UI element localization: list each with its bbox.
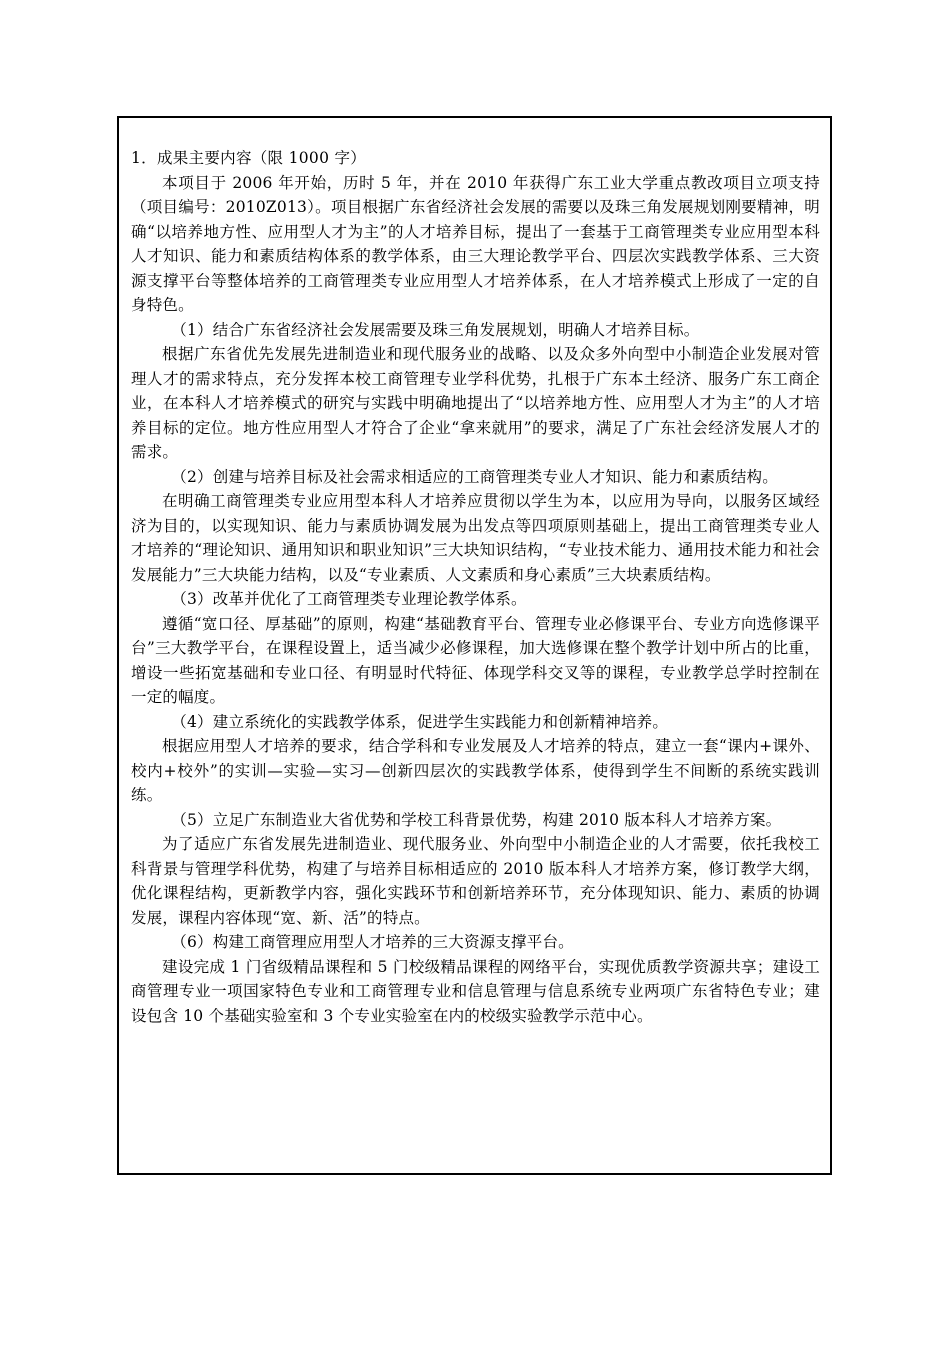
- section-heading: 1．成果主要内容（限 1000 字）: [131, 149, 367, 167]
- point-3-heading: （3）改革并优化了工商管理类专业理论教学体系。: [171, 590, 527, 608]
- point-1-heading: （1）结合广东省经济社会发展需要及珠三角发展规划，明确人才培养目标。: [171, 320, 700, 339]
- point-2-heading: （2）创建与培养目标及社会需求相适应的工商管理类专业人才知识、能力和素质结构。: [171, 467, 778, 486]
- point-5-body: 为了适应广东省发展先进制造业、现代服务业、外向型中小制造企业的人才需要，依托我校工科背景与管理学科优势，构建了与培养目标相适应的 2010 版本科人才培养方案，修订教学大纲，优化课程结构，更新教学内容，强化实践环节和创新培养环节，充分体现知识、能力、素质的协调发展，课程内容体现“宽、新、活”的特点。: [131, 835, 820, 927]
- content-table-cell: [117, 116, 832, 1175]
- overview-paragraph: 本项目于 2006 年开始，历时 5 年，并在 2010 年获得广东工业大学重点教改项目立项支持（项目编号：2010Z013）。项目根据广东省经济社会发展的需要以及珠三角发展规划刚要精神，明确“以培养地方性、应用型人才为主”的人才培养目标，提出了一套基于工商管理类专业应用型本科人才知识、能力和素质结构体系的教学体系，由三大理论教学平台、四层次实践教学体系、三大资源支撑平台等整体培养的工商管理类专业应用型人才培养体系，在人才培养模式上形成了一定的自身特色。: [131, 173, 820, 314]
- point-5-heading: （5）立足广东制造业大省优势和学校工科背景优势，构建 2010 版本科人才培养方案。: [171, 810, 782, 829]
- point-4-heading: （4）建立系统化的实践教学体系，促进学生实践能力和创新精神培养。: [171, 712, 669, 731]
- point-6-body: 建设完成 1 门省级精品课程和 5 门校级精品课程的网络平台，实现优质教学资源共享；建设工商管理专业一项国家特色专业和工商管理专业和信息管理与信息系统专业两项广东省特色专业；建设包含 10 个基础实验室和 3 个专业实验室在内的校级实验教学示范中心。: [131, 957, 820, 1025]
- point-4-body: 根据应用型人才培养的要求，结合学科和专业发展及人才培养的特点，建立一套“课内+课外、校内+校外”的实训—实验—实习—创新四层次的实践教学体系，使得到学生不间断的系统实践训练。: [131, 737, 820, 804]
- point-6-heading: （6）构建工商管理应用型人才培养的三大资源支撑平台。: [171, 933, 574, 951]
- point-2-body: 在明确工商管理类专业应用型本科人才培养应贯彻以学生为本，以应用为导向，以服务区域经济为目的，以实现知识、能力与素质协调发展为出发点等四项原则基础上，提出工商管理类专业人才培养的“理论知识、通用知识和职业知识”三大块知识结构，“专业技术能力、通用技术能力和社会发展能力”三大块能力结构，以及“专业素质、人文素质和身心素质”三大块素质结构。: [131, 492, 820, 584]
- point-3-body: 遵循“宽口径、厚基础”的原则，构建“基础教育平台、管理专业必修课平台、专业方向选修课平台”三大教学平台，在课程设置上，适当减少必修课程，加大选修课在整个教学计划中所占的比重，增设一些拓宽基础和专业口径、有明显时代特征、体现学科交叉等的课程，专业教学总学时控制在一定的幅度。: [131, 614, 820, 706]
- point-1-body: 根据广东省优先发展先进制造业和现代服务业的战略、以及众多外向型中小制造企业发展对管理人才的需求特点，充分发挥本校工商管理专业学科优势，扎根于广东本土经济、服务广东工商企业，在本科人才培养模式的研究与实践中明确地提出了“以培养地方性、应用型人才为主”的人才培养目标的定位。地方性应用型人才符合了企业“拿来就用”的要求，满足了广东社会经济发展人才的需求。: [131, 345, 820, 461]
